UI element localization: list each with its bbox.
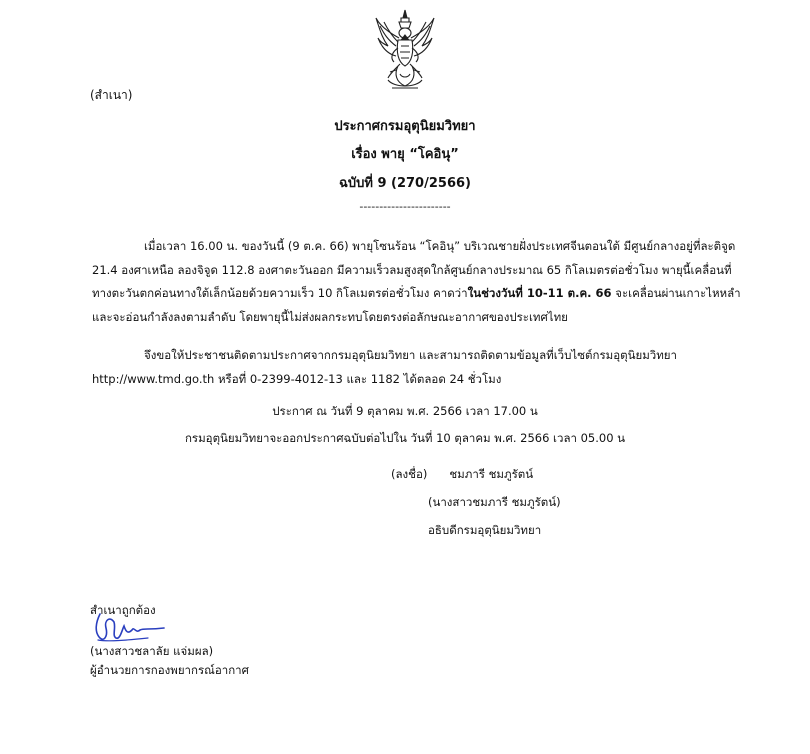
announcement-date: ประกาศ ณ วันที่ 9 ตุลาคม พ.ศ. 2566 เวลา 17.00 น [272, 404, 538, 418]
paragraph-text: ทางตะวันตกค่อนทางใต้เล็กน้อยด้วยความเร็ว 10 กิโลเมตรต่อชั่วโมง คาดว่า [92, 286, 468, 300]
signed-label: (ลงชื่อ) [391, 467, 428, 481]
paragraph-line: 21.4 องศาเหนือ ลองจิจูด 112.8 องศาตะวันออก มีความเร็วลมสูงสุดใกล้ศูนย์กลางประมาณ 65 กิโลเมตรต่อชั่วโมง พายุนี้เคลื่อนที่ [92, 262, 732, 277]
signature-line [391, 466, 533, 484]
copy-label: (สำเนา) [90, 88, 133, 102]
forecast-period-emphasis: ในช่วงวันที่ 10-11 ต.ค. 66 [467, 286, 612, 300]
paragraph-line: http://www.tmd.go.th หรือที่ 0-2399-4012-13 และ 1182 ได้ตลอด 24 ชั่วโมง [92, 371, 502, 386]
announcement-issue-number: ฉบับที่ 9 (270/2566) [339, 176, 471, 191]
paragraph-line: จึงขอให้ประชาชนติดตามประกาศจากกรมอุตุนิยมวิทยา และสามารถติดตามข้อมูลที่เว็บไซต์กรมอุตุนิยมวิทยา [144, 348, 678, 362]
next-issue-notice: กรมอุตุนิยมวิทยาจะออกประกาศฉบับต่อไปใน วันที่ 10 ตุลาคม พ.ศ. 2566 เวลา 05.00 น [184, 431, 626, 445]
signatory-full-name: (นางสาวชมภารี ชมภูรัตน์) [428, 495, 561, 509]
announcement-title: ประกาศกรมอุตุนิยมวิทยา [334, 119, 476, 134]
garuda-emblem-icon [374, 8, 436, 94]
signatory-position: อธิบดีกรมอุตุนิยมวิทยา [428, 523, 542, 537]
signed-name: ชมภารี ชมภูรัตน์ [449, 467, 534, 481]
paragraph-line: และจะอ่อนกำลังลงตามลำดับ โดยพายุนี้ไม่ส่งผลกระทบโดยตรงต่อลักษณะอากาศของประเทศไทย [92, 309, 568, 324]
certified-copy-label: สำเนาถูกต้อง [90, 603, 156, 617]
paragraph-line [92, 282, 741, 306]
paragraph-text: จะเคลื่อนผ่านเกาะไหหลำ [611, 286, 741, 300]
storm-details-paragraph [92, 235, 741, 329]
paragraph-line: เมื่อเวลา 16.00 น. ของวันนี้ (9 ต.ค. 66) พายุโซนร้อน “โคอินุ” บริเวณชายฝั่งประเทศจีนตอนใต้ มีศูนย์กลางอยู่ที่ละติจูด [144, 239, 736, 253]
certifier-position: ผู้อำนวยการกองพยากรณ์อากาศ [90, 663, 249, 677]
certifier-name: (นางสาวชลาลัย แจ่มผล) [90, 644, 214, 658]
handwritten-signature-icon [88, 608, 168, 648]
advisory-paragraph [92, 344, 738, 391]
announcement-subject: เรื่อง พายุ “โคอินุ” [351, 147, 459, 162]
title-divider: ----------------------- [359, 200, 451, 213]
